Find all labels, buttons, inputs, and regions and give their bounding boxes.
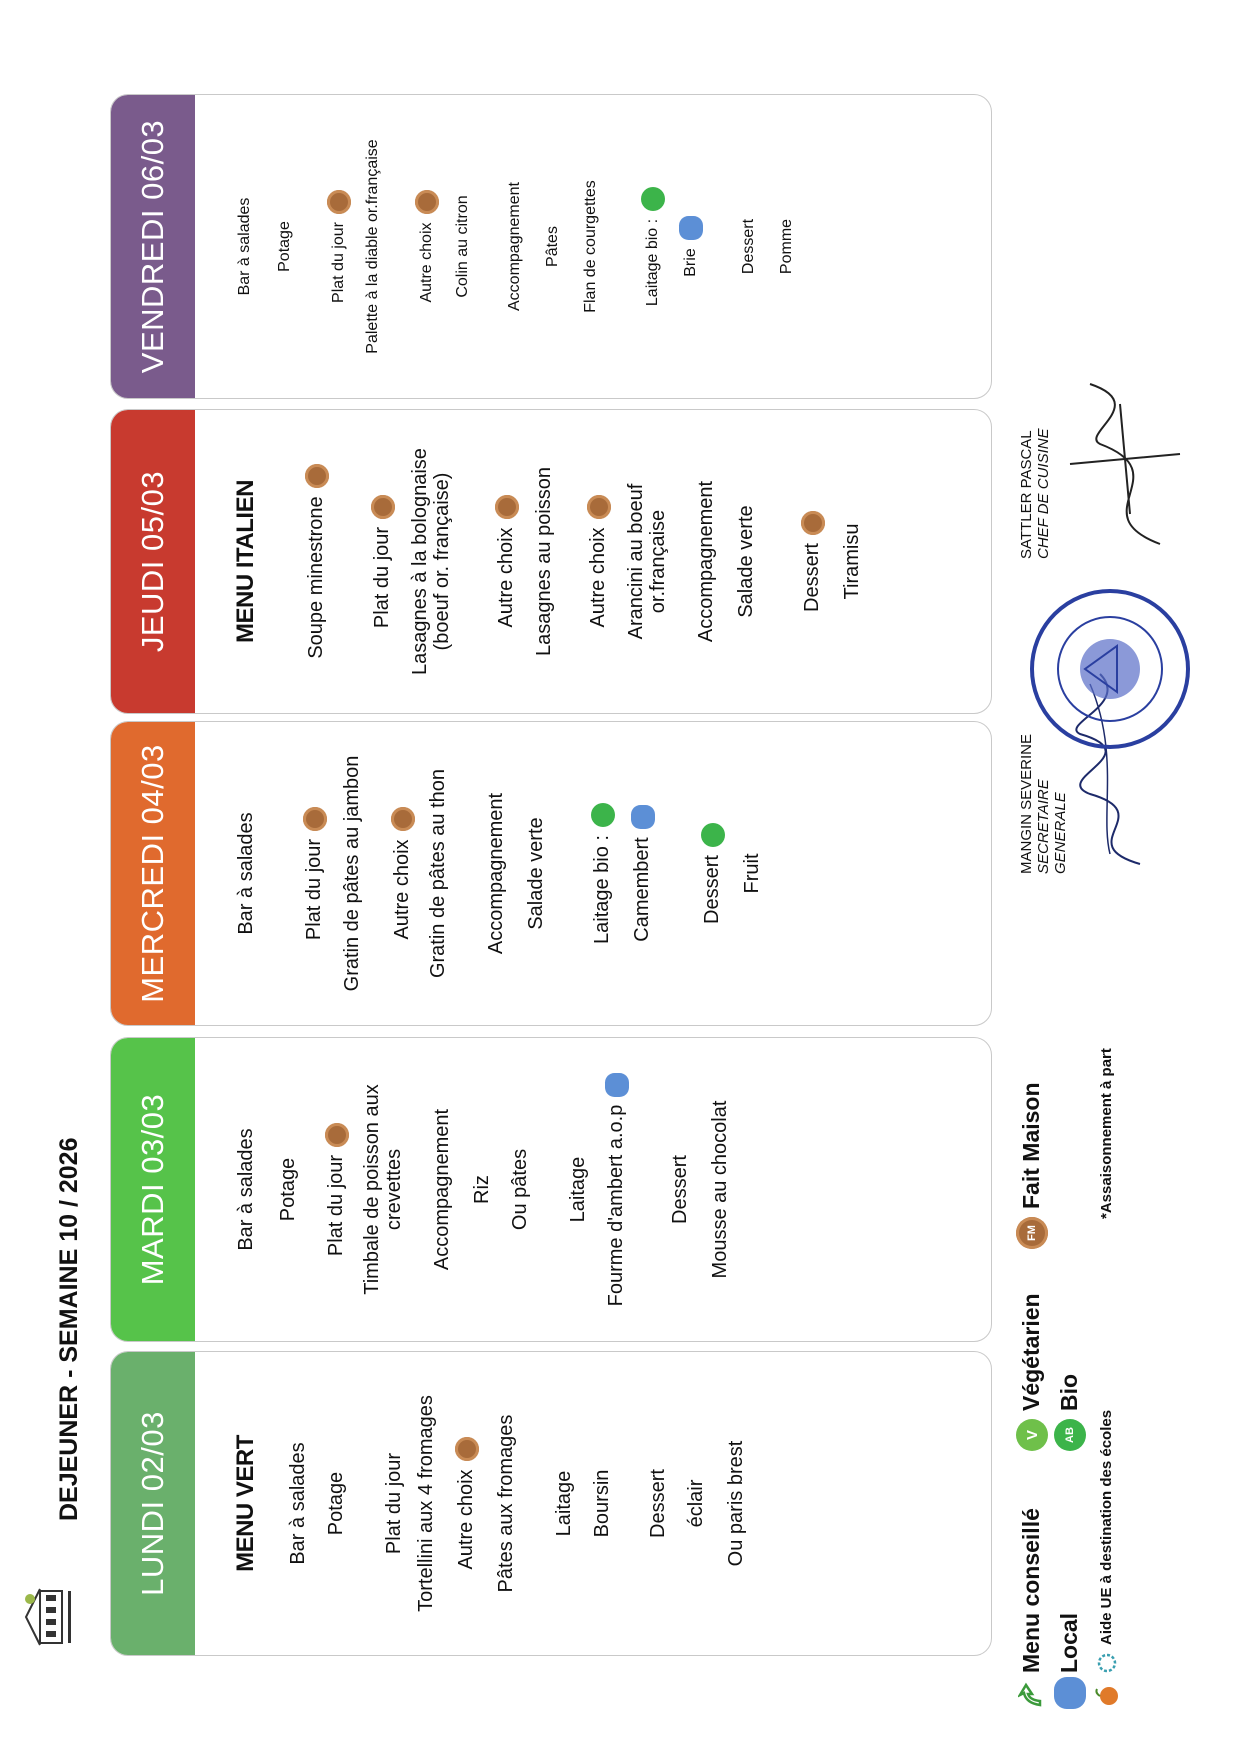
legend-bio: Bio — [1056, 1373, 1082, 1411]
menu-item — [647, 1352, 669, 1655]
menu-item-text: Dessert — [701, 855, 724, 924]
menu-item-text: Autre choix — [495, 527, 518, 628]
legend-local: Local — [1056, 1612, 1082, 1673]
menu-item — [587, 410, 611, 713]
menu-item-text: Camembert — [631, 837, 654, 942]
menu-item-text: Ou pâtes — [509, 1148, 531, 1231]
menu-item-text: Riz — [471, 1175, 493, 1204]
menu-item — [415, 95, 439, 398]
menu-item — [709, 1038, 731, 1341]
aide-ue-icon — [1094, 1679, 1120, 1707]
fait-maison-icon — [325, 1123, 349, 1147]
menu-item — [275, 95, 294, 398]
menu-item-text: Fourme d'ambert a.o.p — [605, 1104, 628, 1307]
fait-maison-icon: FM — [1016, 1217, 1048, 1249]
legend-assaisonnement: *Assaisonnement à part — [1098, 1048, 1115, 1219]
menu-item-text: Autre choix — [587, 527, 610, 628]
menu-item — [235, 1038, 257, 1341]
menu-item — [701, 722, 725, 1025]
menu-item-text: Bar à salades — [235, 812, 257, 935]
fait-maison-icon — [801, 511, 825, 535]
menu-item-text: Bar à salades — [235, 1128, 257, 1251]
menu-item-text: Accompagnement — [695, 480, 717, 643]
menu-item-text: Autre choix — [418, 222, 436, 303]
menu-item — [391, 722, 415, 1025]
menu-item — [361, 1038, 405, 1341]
secretaire-role: SECRETAIRE GENERALE — [1035, 779, 1069, 874]
menu-item-text: Accompagnement — [485, 792, 507, 955]
menu-item-text: Laitage bio : — [591, 835, 614, 944]
menu-item-text: Salade verte — [735, 505, 757, 618]
day-header: MERCREDI 04/03 — [111, 722, 195, 1025]
legend — [1010, 809, 1210, 1709]
legend-fait-maison: Fait Maison — [1018, 1082, 1044, 1209]
menu-item-text: Colin au citron — [454, 195, 471, 298]
menu-item — [277, 1038, 299, 1341]
menu-item — [591, 1352, 613, 1655]
bio-icon: AB — [1054, 1419, 1086, 1451]
day-column — [110, 1351, 992, 1656]
menu-item — [495, 410, 519, 713]
menu-item-text: Lasagnes à la bolognaise (boeuf or. française) — [409, 448, 453, 675]
menu-item-text: Soupe minestrone — [305, 496, 328, 659]
school-logo-icon — [20, 1585, 78, 1649]
menu-item — [641, 95, 665, 398]
menu-item-text: MENU VERT — [232, 1435, 259, 1572]
menu-item-text: Ou paris brest — [725, 1440, 747, 1567]
menu-item — [605, 1038, 629, 1341]
menu-item-text: Plat du jour — [303, 838, 326, 941]
fait-maison-icon — [327, 190, 351, 214]
menu-item-text: Brie — [682, 248, 700, 277]
menu-item — [631, 722, 655, 1025]
menu-item — [679, 95, 703, 398]
menu-item — [453, 95, 472, 398]
menu-theme-title — [232, 1352, 259, 1655]
menu-item — [739, 95, 758, 398]
vegetarien-icon: V — [1016, 1419, 1048, 1451]
menu-item-text: Tiramisu — [841, 523, 863, 600]
menu-item — [383, 1352, 405, 1655]
menu-item-text: Dessert — [801, 543, 824, 612]
menu-item-text: Accompagnement — [506, 182, 523, 311]
menu-item-text: Plat du jour — [325, 1154, 348, 1257]
menu-item — [471, 1038, 493, 1341]
fait-maison-icon — [415, 190, 439, 214]
menu-item — [235, 722, 257, 1025]
menu-item — [553, 1352, 575, 1655]
menu-item — [495, 1352, 517, 1655]
menu-item — [409, 410, 453, 713]
fait-maison-icon — [587, 495, 611, 519]
menu-item-text: Accompagnement — [431, 1108, 453, 1271]
local-icon — [605, 1073, 629, 1097]
local-icon — [1054, 1677, 1086, 1709]
official-stamp — [1025, 584, 1195, 754]
menu-item-text: Pâtes aux fromages — [495, 1414, 517, 1593]
menu-item-text: Laitage — [567, 1156, 589, 1223]
menu-item — [581, 95, 600, 398]
menu-item — [735, 410, 757, 713]
page-title: DEJEUNER - SEMAINE 10 / 2026 — [55, 1137, 83, 1521]
menu-item — [431, 1038, 453, 1341]
day-header: LUNDI 02/03 — [111, 1352, 195, 1655]
menu-item — [533, 410, 555, 713]
day-column — [110, 1037, 992, 1342]
menu-item-text: Gratin de pâtes au jambon — [341, 755, 363, 992]
fait-maison-icon — [495, 495, 519, 519]
menu-item — [371, 410, 395, 713]
menu-conseille-icon — [1018, 1679, 1048, 1709]
menu-item-text: Tortellini aux 4 fromages — [415, 1395, 437, 1612]
menu-item-text: Lasagnes au poisson — [533, 466, 555, 657]
menu-item — [509, 1038, 531, 1341]
menu-item — [777, 95, 796, 398]
menu-item-text: Flan de courgettes — [582, 180, 599, 313]
menu-item-text: Arancini au boeuf or.française — [625, 483, 669, 640]
menu-item-text: Laitage bio : — [644, 218, 662, 307]
day-header: VENDREDI 06/03 — [111, 95, 195, 398]
menu-item — [327, 95, 351, 398]
menu-item — [801, 410, 825, 713]
fait-maison-icon — [371, 495, 395, 519]
menu-item-text: Bar à salades — [236, 197, 253, 296]
menu-item-text: Laitage — [553, 1470, 575, 1537]
menu-item-text: Bar à salades — [287, 1442, 309, 1565]
menu-item — [363, 95, 382, 398]
menu-item — [525, 722, 547, 1025]
menu-item-text: Potage — [325, 1471, 347, 1536]
menu-item — [591, 722, 615, 1025]
menu-item-text: Fruit — [741, 853, 763, 894]
menu-item-text: Timbale de poisson aux crevettes — [361, 1084, 405, 1295]
day-column — [110, 409, 992, 714]
fait-maison-icon — [305, 464, 329, 488]
menu-item-text: Mousse au chocolat — [709, 1100, 731, 1279]
bio-icon — [641, 187, 665, 211]
menu-item — [235, 95, 254, 398]
menu-item-text: Dessert — [647, 1469, 669, 1538]
menu-item-text: Plat du jour — [371, 526, 394, 629]
chef-role: CHEF DE CUISINE — [1035, 428, 1052, 559]
day-header: MARDI 03/03 — [111, 1038, 195, 1341]
menu-item — [325, 1038, 349, 1341]
menu-item — [485, 722, 507, 1025]
handwritten-signature-chef — [1060, 374, 1190, 554]
menu-item — [455, 1352, 479, 1655]
day-column — [110, 721, 992, 1026]
menu-item-text: Palette à la diable or.française — [364, 139, 381, 354]
day-column — [110, 94, 992, 399]
menu-item-text: Salade verte — [525, 817, 547, 930]
secretaire-name: MANGIN SEVERINE — [1018, 733, 1035, 874]
fait-maison-icon — [455, 1437, 479, 1461]
menu-item — [841, 410, 863, 713]
menu-item — [505, 95, 524, 398]
fait-maison-icon — [391, 807, 415, 831]
fait-maison-icon — [303, 807, 327, 831]
menu-item-text: Plat du jour — [330, 222, 348, 303]
menu-theme-title — [232, 410, 259, 713]
local-icon — [679, 216, 703, 240]
menu-item — [325, 1352, 347, 1655]
legend-vegetarien: Végétarien — [1018, 1293, 1044, 1411]
menu-item — [625, 410, 669, 713]
menu-item-text: MENU ITALIEN — [232, 480, 259, 643]
menu-item-text: Autre choix — [391, 839, 414, 940]
menu-item-text: Plat du jour — [383, 1452, 405, 1555]
menu-item — [669, 1038, 691, 1341]
menu-item — [303, 722, 327, 1025]
menu-item-text: Boursin — [591, 1469, 613, 1538]
menu-item — [685, 1352, 707, 1655]
menu-item-text: Potage — [276, 221, 293, 272]
menu-item-text: Pomme — [778, 218, 795, 275]
menu-item — [415, 1352, 437, 1655]
menu-item — [305, 410, 329, 713]
local-icon — [631, 805, 655, 829]
menu-item — [741, 722, 763, 1025]
menu-item — [427, 722, 449, 1025]
menu-item-text: Dessert — [669, 1155, 691, 1224]
menu-item — [567, 1038, 589, 1341]
bio-icon — [591, 803, 615, 827]
menu-item-text: Autre choix — [455, 1469, 478, 1570]
menu-item-text: Pâtes — [544, 226, 561, 267]
day-header: JEUDI 05/03 — [111, 410, 195, 713]
menu-item — [543, 95, 562, 398]
signature-chef — [1018, 428, 1052, 559]
menu-item-text: Gratin de pâtes au thon — [427, 768, 449, 979]
menu-item-text: éclair — [685, 1479, 707, 1528]
menu-item — [341, 722, 363, 1025]
menu-item-text: Potage — [277, 1157, 299, 1222]
menu-item — [725, 1352, 747, 1655]
fourchette-vert-icon — [1096, 1651, 1118, 1675]
legend-aide-ue: Aide UE à destination des écoles — [1098, 1409, 1115, 1645]
menu-item — [695, 410, 717, 713]
legend-menu-conseille: Menu conseillé — [1018, 1508, 1044, 1673]
chef-name: SATTLER PASCAL — [1018, 430, 1035, 559]
menu-item-text: Dessert — [740, 218, 757, 275]
menu-item — [287, 1352, 309, 1655]
bio-icon — [701, 823, 725, 847]
